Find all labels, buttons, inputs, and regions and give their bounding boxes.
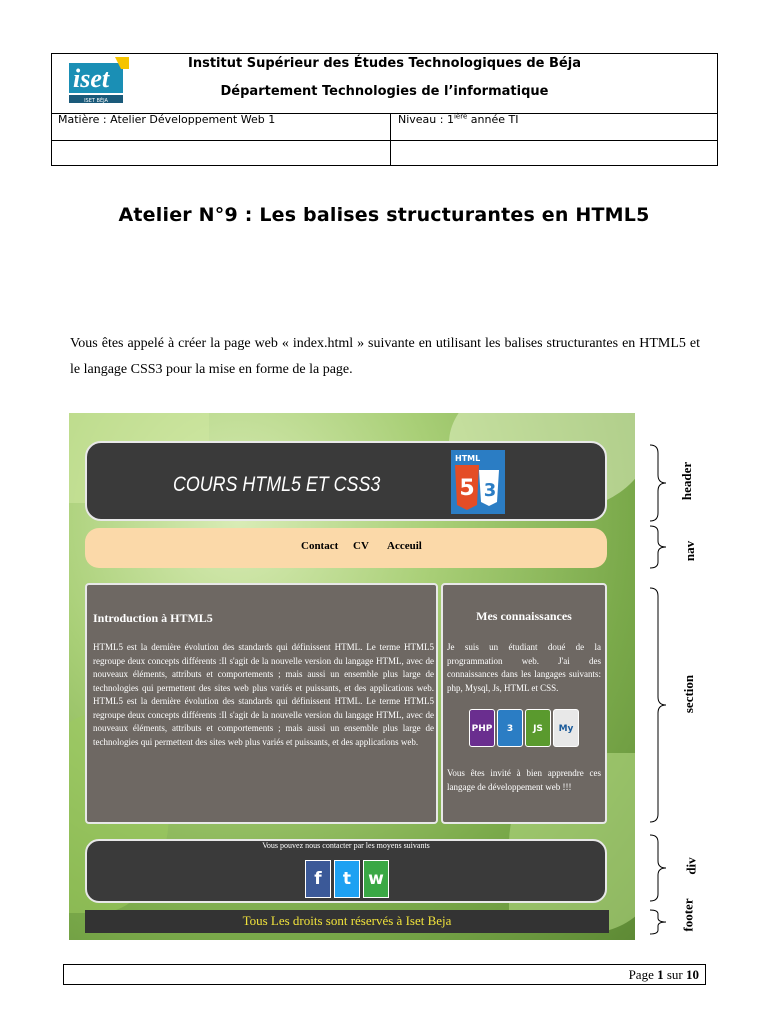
html5-css3-logo bbox=[451, 450, 505, 514]
mysql-icon: My bbox=[553, 709, 579, 747]
intro-body: HTML5 est la dernière évolution des standards qui définissent HTML. Le terme HTML5 regroupe deux concepts différents :Il s'agit de la nouvelle version du langage HTML, avec de nouveaux éléments, attributs et comportements ; mais aussi un ensemble plus large de technologies qui permettent des sites web plus variés et puissants, et des applications web. HTML5 est la dernière évolution des standards qui définissent HTML. Le terme HTML5 regroupe deux concepts différents :Il s'agit de la nouvelle version du langage HTML, avec de nouveaux éléments, attributs et comportements ; mais aussi un ensemble plus large de technologies qui permettent des sites web plus variés et puissants, et des applications web. bbox=[93, 642, 434, 747]
column-divider bbox=[390, 113, 391, 166]
document-header-table bbox=[51, 53, 718, 166]
label-footer: footer bbox=[680, 898, 696, 932]
label-div: div bbox=[683, 857, 699, 875]
footer-brace bbox=[648, 908, 668, 936]
mock-section-intro bbox=[85, 583, 438, 824]
empty-row bbox=[52, 140, 717, 166]
mock-footer bbox=[85, 910, 609, 933]
mock-nav bbox=[85, 528, 607, 568]
nav-brace bbox=[648, 524, 668, 570]
department-name: Département Technologies de l’informatique bbox=[220, 84, 549, 99]
institute-name: Institut Supérieur des Études Technologiques de Béja bbox=[188, 56, 581, 71]
subject-text: Matière : Atelier Développement Web 1 bbox=[58, 113, 276, 126]
mock-section-skills bbox=[441, 583, 607, 824]
mock-header bbox=[85, 441, 607, 521]
label-header: header bbox=[679, 461, 695, 501]
svg-text:3: 3 bbox=[483, 480, 497, 501]
skills-body: Je suis un étudiant doué de la programmation web. J'ai des connaissances dans les langages suivants: php, Mysql, Js, HTML et CSS. bbox=[447, 642, 601, 693]
contact-text: Vous pouvez nous contacter par les moyens suivants bbox=[262, 841, 430, 850]
svg-text:HTML: HTML bbox=[455, 454, 481, 463]
subject-row bbox=[52, 113, 717, 141]
level-text: Niveau : $1^{ière}$ année TI bbox=[398, 112, 519, 126]
page-number: Page 1 sur 10 bbox=[628, 967, 699, 982]
facebook-icon[interactable]: f bbox=[305, 860, 331, 898]
css3-icon: 3 bbox=[497, 709, 523, 747]
label-nav: nav bbox=[682, 540, 698, 562]
whatsapp-icon[interactable]: w bbox=[363, 860, 389, 898]
nav-link-acceuil[interactable]: Acceuil bbox=[387, 540, 422, 552]
php-icon: PHP bbox=[469, 709, 495, 747]
intro-paragraph: Vous êtes appelé à créer la page web « index.html » suivante en utilisant les balises structurantes en HTML5 et le langage CSS3 pour la mise en forme de la page. bbox=[70, 336, 700, 377]
skills-heading: Mes connaissances bbox=[476, 609, 572, 623]
div-brace bbox=[648, 833, 668, 903]
section-brace bbox=[648, 586, 668, 824]
nav-link-contact[interactable]: Contact bbox=[301, 540, 339, 552]
label-section: section bbox=[681, 674, 697, 714]
mock-header-title: COURS HTML5 ET CSS3 bbox=[173, 473, 381, 496]
mock-contact-div bbox=[85, 839, 607, 903]
footer-text: Tous Les droits sont réservés à Iset Beja bbox=[242, 913, 452, 928]
svg-text:iset: iset bbox=[73, 64, 110, 93]
page-number-box bbox=[63, 964, 706, 985]
header-brace bbox=[648, 443, 668, 523]
twitter-icon[interactable]: t bbox=[334, 860, 360, 898]
js-icon: JS bbox=[525, 709, 551, 747]
svg-text:5: 5 bbox=[459, 476, 475, 501]
institute-header-row bbox=[52, 54, 717, 114]
page-title: Atelier N°9 : Les balises structurantes en HTML5 bbox=[118, 204, 650, 226]
intro-heading: Introduction à HTML5 bbox=[93, 611, 213, 625]
logo-text: ISET BÉJA bbox=[84, 98, 108, 104]
nav-link-cv[interactable]: CV bbox=[353, 540, 369, 552]
skills-closing: Vous êtes invité à bien apprendre ces langage de développement web !!! bbox=[447, 768, 601, 792]
webpage-mockup bbox=[69, 413, 635, 940]
